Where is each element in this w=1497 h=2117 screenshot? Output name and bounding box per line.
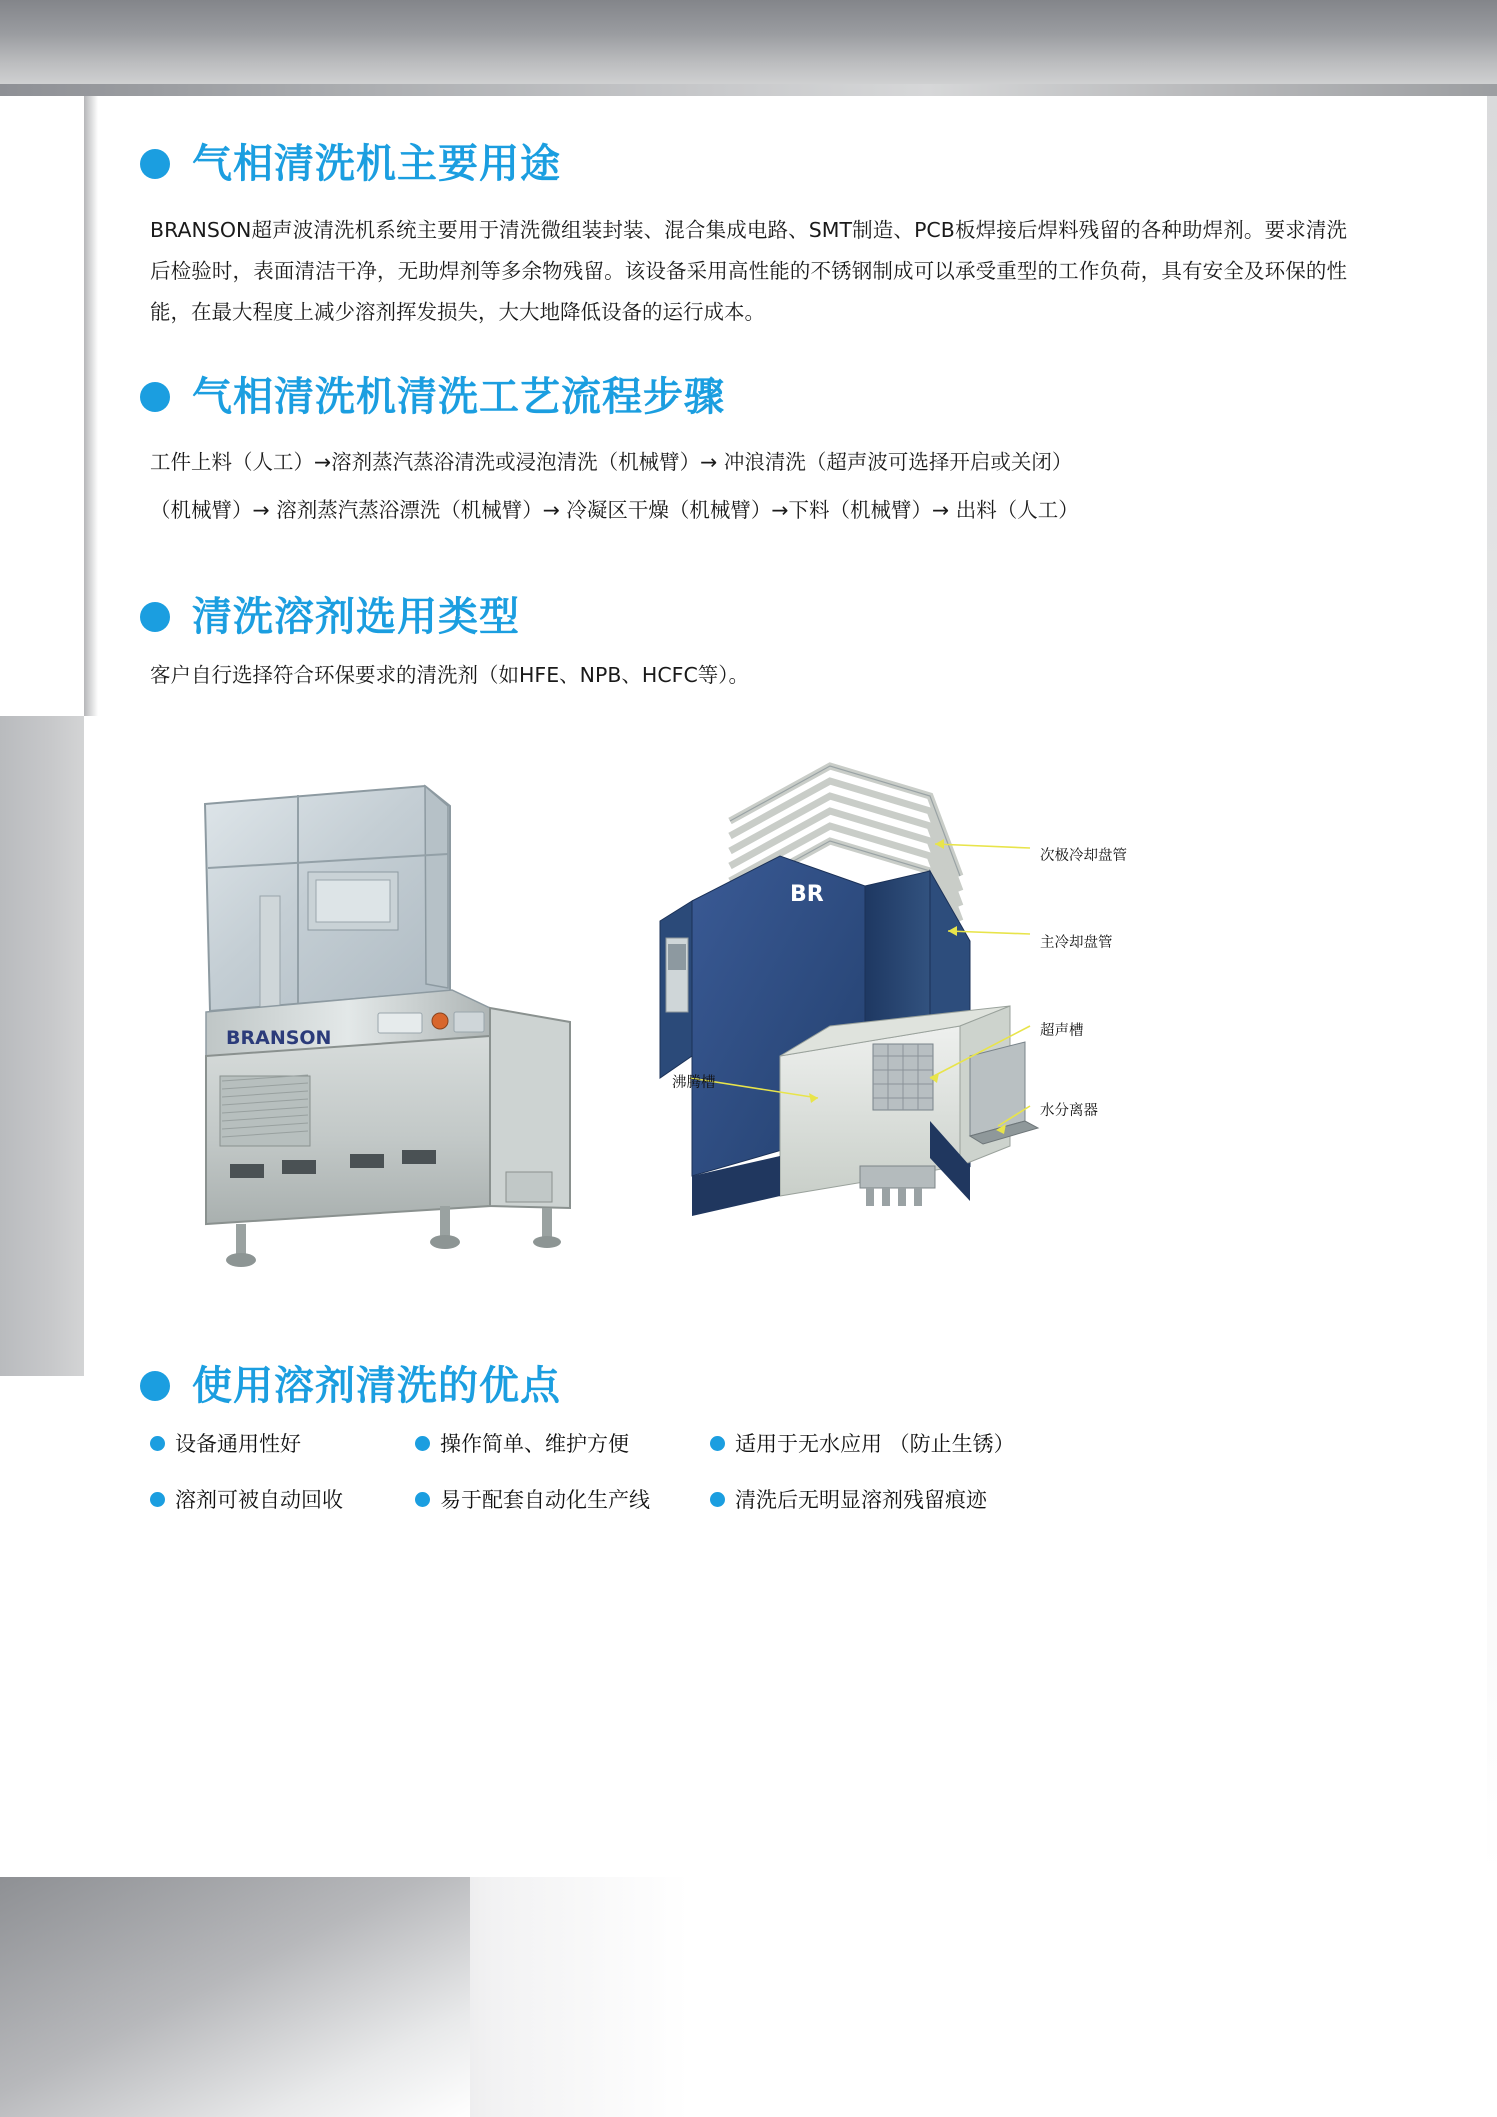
page-top-band-inner [0,0,1497,84]
page-content [0,96,1497,1540]
page-bottom-corner [0,1877,470,2117]
bullet-icon [150,1436,165,1451]
list-item [710,1428,1015,1458]
bullet-icon [140,382,170,412]
advantages-list [150,1428,1300,1514]
section-title: 清洗溶剂选用类型 [192,594,520,641]
bullet-icon [140,602,170,632]
bullet-icon [710,1492,725,1507]
list-item [415,1428,710,1458]
brand-text-diagram: BR [790,882,824,908]
list-item-label: 清洗后无明显溶剂残留痕迹 [735,1488,987,1513]
section-body-solvent: 客户自行选择符合环保要求的清洗剂（如HFE、NPB、HCFC等）。 [150,663,750,688]
list-item-label: 适用于无水应用 （防止生锈） [735,1432,1015,1457]
bullet-icon [150,1492,165,1507]
section-heading-solvent [140,594,1497,641]
list-item-label: 易于配套自动化生产线 [440,1488,650,1513]
process-line-2: （机械臂）→ 溶剂蒸汽蒸浴漂洗（机械臂）→ 冷凝区干燥（机械臂）→下料（机械臂）→ 出料（人工） [150,498,1079,523]
bullet-icon [415,1436,430,1451]
advantages-row [150,1428,1300,1458]
section-body-purpose: BRANSON超声波清洗机系统主要用于清洗微组装封装、混合集成电路、SMT制造、PCB板焊接后焊料残留的各种助焊剂。要求清洗后检验时，表面清洁干净，无助焊剂等多余物残留。该设备采用高性能的不锈钢制成可以承受重型的工作负荷，具有安全及环保的性能，在最大程度上减少溶剂挥发损失，大大地降低设备的运行成本。 [150,218,1347,324]
section-heading-advantages [140,1363,1497,1410]
list-item-label: 设备通用性好 [175,1432,301,1457]
section-title: 使用溶剂清洗的优点 [192,1363,561,1410]
callout-ultrasonic-tank: 超声槽 [1040,1023,1084,1040]
callout-main-coil: 主冷却盘管 [1040,935,1113,952]
advantages-row [150,1484,1300,1514]
section-title: 气相清洗机主要用途 [192,141,561,187]
list-item-label: 操作简单、维护方便 [440,1432,629,1457]
callout-secondary-coil: 次极冷却盘管 [1040,848,1127,865]
list-item [710,1484,987,1514]
callout-water-separator: 水分离器 [1040,1103,1098,1120]
list-item-label: 溶剂可被自动回收 [175,1488,343,1513]
bullet-icon [140,149,170,179]
product-images [0,726,1497,1326]
brand-text-photo: BRANSON [226,1027,332,1050]
bullet-icon [140,1371,170,1401]
machine-photo [190,776,605,1296]
page-top-band [0,0,1497,96]
section-title: 气相清洗机清洗工艺流程步骤 [192,374,725,420]
cutaway-diagram [630,726,1190,1326]
callout-boiling-tank: 沸腾槽 [672,1075,716,1092]
section-heading-purpose [140,141,1497,187]
bullet-icon [710,1436,725,1451]
list-item [150,1484,415,1514]
list-item [415,1484,710,1514]
process-line-1: 工件上料（人工）→溶剂蒸汽蒸浴清洗或浸泡清洗（机械臂）→ 冲浪清洗（超声波可选择开启或关闭） [150,450,1073,474]
section-heading-process [140,374,1497,420]
list-item [150,1428,415,1458]
bullet-icon [415,1492,430,1507]
